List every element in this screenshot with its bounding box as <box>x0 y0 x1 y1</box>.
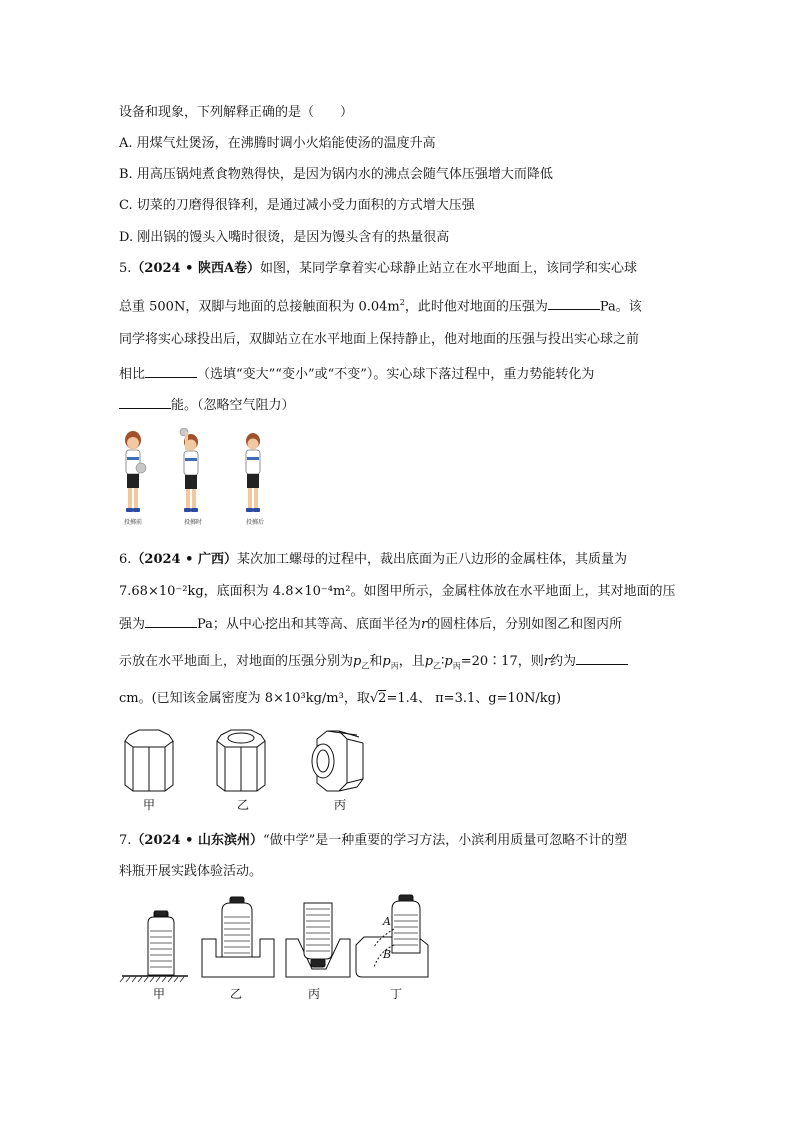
q5-line-3: 同学将实心球投出后，双脚站立在水平地面上保持静止，他对地面的压强与投出实心球之前 <box>119 332 640 347</box>
bottle-upright-foam-icon <box>202 897 274 977</box>
student-before-icon <box>125 431 146 512</box>
q4-option-d: D. 刚出锅的馒头入嘴时很烫，是因为馒头含有的热量很高 <box>119 230 450 245</box>
q6-line-1 <box>119 550 627 570</box>
q5-blank-3[interactable] <box>119 394 171 409</box>
q5-text-1: 如图，某同学拿着实心球静止站立在水平地面上，该同学和实心球 <box>260 261 638 276</box>
q6-text-and: 和 <box>369 654 383 669</box>
octagonal-prism-solid-icon <box>125 730 173 791</box>
q6-source: （2024 • 广西） <box>131 552 237 567</box>
q7-caption-yi: 乙 <box>230 987 243 1001</box>
q6-line-5 <box>119 689 561 709</box>
q5-caption-throwing: 投掷时 <box>184 519 203 526</box>
q5-figure-students <box>115 428 275 516</box>
q7-figure-bottles <box>118 893 434 985</box>
q7-line-2: 料瓶开展实践体验活动。 <box>119 864 263 879</box>
q4-option-b: B. 用高压锅炖煮食物熟得快，是因为锅内水的沸点会随气体压强增大而降低 <box>119 167 553 182</box>
q5-text-4b: （选填“变大”“变小”或“不变”）。实心球下落过程中，重力势能转化为 <box>197 367 595 382</box>
q5-caption-before: 投掷前 <box>124 519 143 526</box>
q6-text-4c: 约为 <box>549 654 576 669</box>
q7-text-1: “做中学”是一种重要的学习方法，小滨利用质量可忽略不计的塑 <box>262 833 628 848</box>
q6-sub-2: 丙 <box>390 661 399 671</box>
q6-text-4a: 示放在水平地面上，对地面的压强分别为 <box>119 654 354 669</box>
q7-label-b: B <box>383 948 392 961</box>
q6-line-2: 7.68×10⁻²kg，底面积为 4.8×10⁻⁴m²。如图甲所示，金属柱体放在水平地面上，其对地面的压 <box>119 584 676 599</box>
q6-ratio: =20∶17，则 <box>460 654 544 669</box>
q7-source: （2024 • 山东滨州） <box>131 833 263 848</box>
q6-text-5b: =1.4、 π=3.1、g=10N/kg) <box>386 691 562 706</box>
q6-var-r2: r <box>543 654 550 669</box>
q7-caption-jia: 甲 <box>153 987 166 1001</box>
q5-caption-after: 投掷后 <box>246 519 265 526</box>
q5-source: （2024 • 陕西A卷） <box>131 261 261 276</box>
bottle-upright-ground-icon <box>120 911 188 982</box>
q6-figure-prisms <box>117 727 367 799</box>
q5-number: 5. <box>119 261 132 276</box>
q6-text-3a: 强为 <box>119 617 146 632</box>
q7-caption-bing: 丙 <box>308 987 321 1001</box>
bottle-foam-ab-icon <box>356 895 428 977</box>
q5-text-2a: 总重 500N，双脚与地面的总接触面积为 0.04m <box>119 299 400 315</box>
q4-option-c: C. 切菜的刀磨得很锋利，是通过减小受力面积的方式增大压强 <box>119 198 475 213</box>
q6-blank-2[interactable] <box>576 650 628 665</box>
sqrt-sign-icon: √ <box>369 691 379 706</box>
q7-label-a: A <box>383 915 391 928</box>
q5-line-4 <box>119 363 594 385</box>
q5-blank-1[interactable] <box>548 295 600 310</box>
q6-sqrt-value: 2 <box>378 691 387 706</box>
q6-line-4: 示放在水平地面上，对地面的压强分别为$p_乙$和$p_丙$，且$p_乙∶p_丙=20∶17$，则r约为 <box>119 650 628 677</box>
octagonal-prism-hollow-icon <box>217 730 265 791</box>
q5-text-2c: Pa。该 <box>599 299 642 315</box>
q6-var-p1: p <box>353 654 362 669</box>
q6-var-p4: p <box>444 654 453 669</box>
q7-number: 7. <box>119 833 132 848</box>
q5-blank-2[interactable] <box>145 363 197 378</box>
q5-line-2 <box>119 293 642 317</box>
q6-text-3b: Pa；从中心挖出和其等高、底面半径为 <box>197 617 421 632</box>
q6-sub-3: 乙 <box>433 661 442 671</box>
q6-text-1: 某次加工螺母的过程中，裁出底面为正八边形的金属柱体，其质量为 <box>236 552 627 567</box>
q5-sup: 2 <box>399 298 405 307</box>
q6-caption-yi: 乙 <box>237 798 250 812</box>
q6-blank-1[interactable] <box>145 613 197 628</box>
q7-caption-ding: 丁 <box>390 987 403 1001</box>
q6-sub-4: 丙 <box>452 661 461 671</box>
q4-stem-tail: 设备和现象，下列解释正确的是（ ） <box>119 105 354 120</box>
q6-line-3 <box>119 613 622 635</box>
q5-line-1 <box>119 259 637 279</box>
q5-text-4a: 相比 <box>119 367 146 382</box>
q5-text-2b: ，此时他对地面的压强为 <box>404 299 548 315</box>
q6-text-4b: ，且 <box>398 654 425 669</box>
q6-text-3c: 的圆柱体后，分别如图乙和图丙所 <box>427 617 623 632</box>
q5-line-5 <box>119 394 295 416</box>
q5-text-5: 能。（忽略空气阻力） <box>171 398 295 413</box>
q6-var-p3: p <box>424 654 434 669</box>
q6-number: 6. <box>119 552 132 567</box>
q4-option-a: A. 用煤气灶煲汤，在沸腾时调小火焰能使汤的温度升高 <box>119 136 436 151</box>
q6-text-5a: cm。(已知该金属密度为 8×10³kg/m³，取 <box>119 691 370 706</box>
q6-var-p2: p <box>382 654 391 669</box>
q6-caption-bing: 丙 <box>334 798 347 812</box>
q6-sub-1: 乙 <box>361 661 370 671</box>
q7-line-1 <box>119 831 627 851</box>
octagonal-prism-side-icon <box>312 731 363 791</box>
student-throwing-icon <box>180 428 198 512</box>
q6-caption-jia: 甲 <box>143 798 156 812</box>
q6-var-r: r <box>420 617 428 632</box>
student-after-icon <box>246 433 260 512</box>
bottle-inverted-foam-icon <box>286 903 350 977</box>
